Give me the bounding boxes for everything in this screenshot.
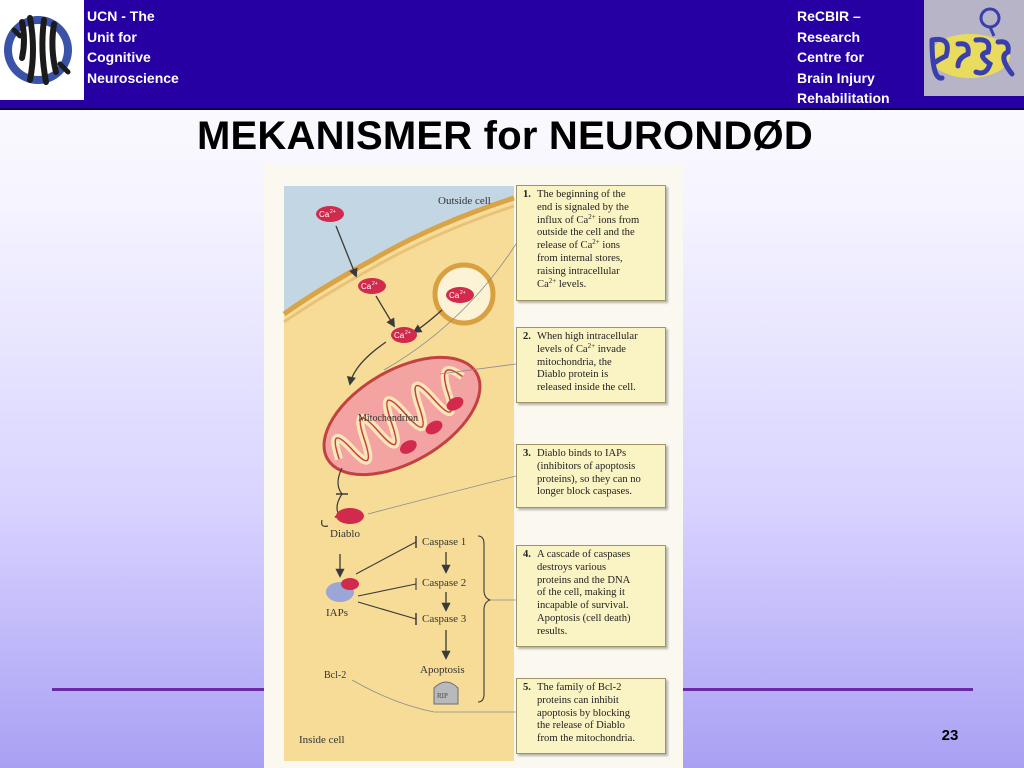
ca-ion-cytosol-sup: 2+ xyxy=(372,281,378,287)
step-5-number: 5. xyxy=(523,682,531,693)
apoptosis-figure xyxy=(264,164,683,768)
recbir-logo-graphic xyxy=(924,0,1024,96)
ca-ion-outside-sup: 2+ xyxy=(330,209,336,215)
tombstone-text: RIP xyxy=(437,692,448,700)
caspase-3-label: Caspase 3 xyxy=(422,613,467,625)
header-right-text: ReCBIR – Research Centre for Brain Injury Rehabilitation xyxy=(797,8,890,106)
step-box-1 xyxy=(516,185,666,301)
ca-ion-store-label: Ca xyxy=(449,291,460,300)
step-3-number: 3. xyxy=(523,448,531,459)
step-box-5 xyxy=(516,678,666,754)
caspase-1-label: Caspase 1 xyxy=(422,536,467,548)
step-4-number: 4. xyxy=(523,549,531,560)
tombstone-icon xyxy=(434,682,458,704)
caspase-2-label: Caspase 2 xyxy=(422,577,467,589)
step-box-3 xyxy=(516,444,666,508)
step-3-text: Diablo binds to IAPs (inhibitors of apoptosis proteins), so they can no longer block caspases. xyxy=(537,448,641,498)
ca-ion-cytosol-label: Ca xyxy=(361,282,372,291)
ca-ion-store xyxy=(446,287,474,303)
mitochondrion-label: Mitochondrion xyxy=(358,413,418,424)
ca-ion-cytosol xyxy=(358,278,386,294)
step-5-text: The family of Bcl-2 proteins can inhibit apoptosis by blocking the release of Diablo from the mitochondria. xyxy=(537,682,635,745)
ca-ion-mito xyxy=(391,327,417,343)
header-left-text: UCN - The Unit for Cognitive Neuroscience xyxy=(87,8,179,86)
ca-ion-mito-sup: 2+ xyxy=(405,330,411,336)
ca-ion-mito-label: Ca xyxy=(394,331,405,340)
apoptosis-label: Apoptosis xyxy=(420,664,465,676)
inside-cell-label: Inside cell xyxy=(299,734,345,746)
ucn-logo-graphic xyxy=(0,0,84,100)
diablo-protein xyxy=(336,508,364,524)
divider-left xyxy=(52,688,266,691)
ucn-logo xyxy=(0,0,84,100)
slide-title: MEKANISMER for NEURONDØD xyxy=(197,114,813,158)
page-number: 23 xyxy=(941,727,959,744)
iaps-label: IAPs xyxy=(326,607,349,619)
step-4-text: A cascade of caspases destroys various proteins and the DNA of the cell, making it incapable of survival. Apoptosis (cell death) results. xyxy=(537,549,631,637)
ca-ion-outside-label: Ca xyxy=(319,210,330,219)
step-box-4 xyxy=(516,545,666,647)
ca-ion-store-sup: 2+ xyxy=(460,290,466,296)
step-box-2 xyxy=(516,327,666,403)
step-2-number: 2. xyxy=(523,331,531,342)
step-1-text: The beginning of the end is signaled by the influx of $Ca^{2+}$ ions from outside the cell and the release of $Ca^{2+}$ ions from internal stores, raising intracellular $Ca^{2+}$ levels. xyxy=(537,189,640,290)
outside-cell-label: Outside cell xyxy=(438,195,491,207)
ca-ion-outside xyxy=(316,206,344,222)
divider-right xyxy=(683,688,973,691)
header-bar xyxy=(0,0,1024,110)
bcl2-label: Bcl-2 xyxy=(324,670,347,681)
recbir-logo xyxy=(924,0,1024,96)
step-2-text: When high intracellular levels of $Ca^{2+}$ invade mitochondria, the Diablo protein is released inside the cell. xyxy=(537,331,638,394)
diablo-label: Diablo xyxy=(330,528,360,540)
step-1-number: 1. xyxy=(523,189,531,200)
